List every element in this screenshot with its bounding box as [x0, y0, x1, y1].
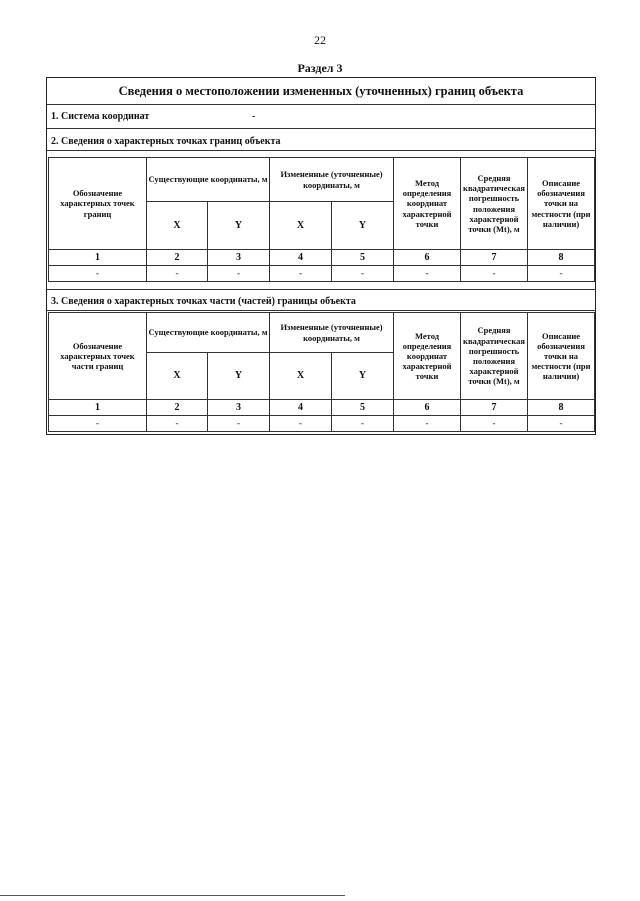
section-title: Раздел 3 [297, 61, 343, 75]
table1-cell: - [208, 266, 270, 282]
table2-cell: - [332, 416, 394, 432]
table2 [48, 312, 595, 432]
table1-header-existing: Существующие координаты, м [147, 158, 270, 202]
table-row [49, 266, 595, 282]
scan-edge-line [0, 895, 345, 896]
table1-top-rule [46, 150, 596, 151]
table2-cell: - [270, 416, 332, 432]
table1-header-error: Средняя квадратическая погрешность положения характерной точки (Mt), м [461, 158, 528, 250]
table1 [48, 157, 595, 282]
table1-col-number: 2 [147, 250, 208, 266]
section-heading: Сведения о местоположении измененных (уточненных) границ объекта [47, 78, 595, 105]
table2-header-changed-y: Y [332, 353, 394, 400]
table1-header-description: Описание обозначения точки на местности (при наличии) [528, 158, 595, 250]
table2-title-rule [46, 310, 596, 311]
table2-header-changed-x: X [270, 353, 332, 400]
table2-header-designation: Обозначение характерных точек части границ [49, 313, 147, 400]
table2-cell: - [208, 416, 270, 432]
table1-title: 2. Сведения о характерных точках границ объекта [51, 136, 281, 147]
table2-col-number: 6 [394, 400, 461, 416]
table2-title: 3. Сведения о характерных точках части (частей) границы объекта [51, 296, 356, 307]
table1-cell: - [270, 266, 332, 282]
table1-col-number: 1 [49, 250, 147, 266]
coordinate-system-row [47, 105, 595, 129]
table2-col-number: 3 [208, 400, 270, 416]
table2-top-rule [46, 289, 596, 290]
table2-col-number: 8 [528, 400, 595, 416]
table1-col-number: 6 [394, 250, 461, 266]
table2-cell: - [49, 416, 147, 432]
coordinate-system-label: 1. Система координат [51, 111, 150, 122]
table1-cell: - [461, 266, 528, 282]
table1-cell: - [49, 266, 147, 282]
table1-col-number: 5 [332, 250, 394, 266]
table1-col-number: 8 [528, 250, 595, 266]
table2-col-number: 1 [49, 400, 147, 416]
table1-col-number: 4 [270, 250, 332, 266]
table2-cell: - [394, 416, 461, 432]
table2-col-number: 7 [461, 400, 528, 416]
table2-col-number: 2 [147, 400, 208, 416]
page-number: 22 [314, 33, 326, 47]
table2-cell: - [528, 416, 595, 432]
table2-header-error: Средняя квадратическая погрешность положения характерной точки (Mt), м [461, 313, 528, 400]
table1-col-number: 7 [461, 250, 528, 266]
table1-header-designation: Обозначение характерных точек границ [49, 158, 147, 250]
table1-header-existing-y: Y [208, 202, 270, 250]
table1-number-row [49, 250, 595, 266]
table2-header-existing: Существующие координаты, м [147, 313, 270, 353]
table1-header-changed-x: X [270, 202, 332, 250]
table1-cell: - [147, 266, 208, 282]
table1-header-method: Метод определения координат характерной точки [394, 158, 461, 250]
table1-col-number: 3 [208, 250, 270, 266]
table1-header-changed: Измененные (уточненные) координаты, м [270, 158, 394, 202]
table2-header-description: Описание обозначения точки на местности (при наличии) [528, 313, 595, 400]
table2-col-number: 5 [332, 400, 394, 416]
table2-header-changed: Измененные (уточненные) координаты, м [270, 313, 394, 353]
table2-number-row [49, 400, 595, 416]
coordinate-system-value: - [252, 111, 256, 122]
table2-header-method: Метод определения координат характерной точки [394, 313, 461, 400]
table1-header-changed-y: Y [332, 202, 394, 250]
table1-cell: - [332, 266, 394, 282]
table2-header-existing-y: Y [208, 353, 270, 400]
table2-header-existing-x: X [147, 353, 208, 400]
table2-col-number: 4 [270, 400, 332, 416]
table1-header-existing-x: X [147, 202, 208, 250]
table2-cell: - [147, 416, 208, 432]
table1-cell: - [528, 266, 595, 282]
table2-cell: - [461, 416, 528, 432]
table-row [49, 416, 595, 432]
table1-cell: - [394, 266, 461, 282]
